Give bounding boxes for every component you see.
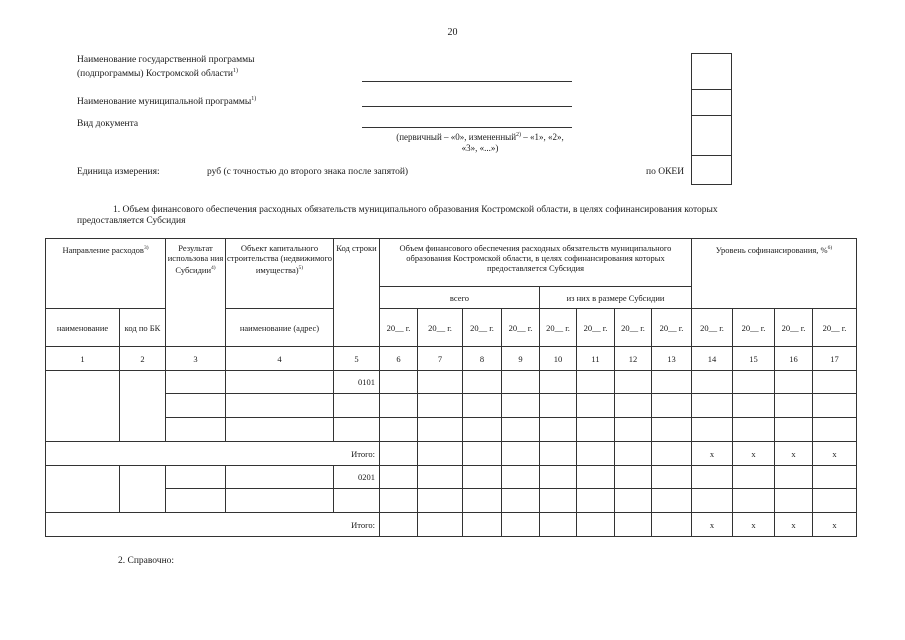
total-label: Итого: <box>46 513 380 537</box>
doc-type-field-line[interactable] <box>362 127 572 128</box>
cell[interactable] <box>226 371 334 394</box>
col-num: 12 <box>615 347 652 371</box>
row-code: 0201 <box>334 466 380 489</box>
table-row <box>46 466 857 489</box>
col-num: 5 <box>334 347 380 371</box>
th-year: 20__ г. <box>775 309 813 347</box>
municipal-footnote: 1) <box>251 96 257 102</box>
th-year: 20__ г. <box>692 309 733 347</box>
th-year: 20__ г. <box>813 309 857 347</box>
financing-table <box>45 238 857 537</box>
table-row <box>46 371 857 394</box>
x-mark: x <box>733 442 775 466</box>
th-volume: Объем финансового обеспечения расходных обязательств муниципального образования Костромской области, в целях софинансирования которых предоставляется Субсидия <box>380 239 692 287</box>
unit-label: Единица измерения: <box>77 167 160 177</box>
th-year: 20__ г. <box>463 309 502 347</box>
okei-cell-3[interactable] <box>692 116 731 156</box>
total-label: Итого: <box>46 442 380 466</box>
col-num: 7 <box>418 347 463 371</box>
col-num: 10 <box>540 347 577 371</box>
col-num: 6 <box>380 347 418 371</box>
x-mark: x <box>775 513 813 537</box>
col-num: 15 <box>733 347 775 371</box>
program-field-line[interactable] <box>362 81 572 82</box>
x-mark: x <box>813 513 857 537</box>
x-mark: x <box>733 513 775 537</box>
column-number-row <box>46 347 857 371</box>
doc-type-label: Вид документа <box>77 119 139 129</box>
cell-direction-name[interactable] <box>46 371 120 442</box>
col-num: 2 <box>120 347 166 371</box>
x-mark: x <box>775 442 813 466</box>
col-num: 1 <box>46 347 120 371</box>
table-row <box>46 418 857 442</box>
cell-kbk[interactable] <box>120 466 166 513</box>
th-year: 20__ г. <box>502 309 540 347</box>
municipal-field-line[interactable] <box>362 106 572 107</box>
x-mark: x <box>813 442 857 466</box>
th-cofin: Уровень софинансирования, %$^{6)}$ <box>692 239 857 309</box>
cell-direction-name[interactable] <box>46 466 120 513</box>
okei-code-box <box>691 53 732 185</box>
th-of-them: из них в размере Субсидии <box>540 287 692 309</box>
total-row <box>46 442 857 466</box>
th-code: Код строки <box>334 239 380 347</box>
program-label-line2: (подпрограммы) Костромской области <box>77 69 233 80</box>
th-year: 20__ г. <box>577 309 615 347</box>
program-label-line1: Наименование государственной программы <box>77 55 255 65</box>
section2-title: 2. Справочно: <box>118 556 175 566</box>
program-label <box>77 55 255 80</box>
col-num: 4 <box>226 347 334 371</box>
program-footnote: 1) <box>232 68 238 74</box>
municipal-label-text: Наименование муниципальной программы <box>77 97 252 108</box>
doc-type-hint <box>370 130 590 154</box>
okei-label: по ОКЕИ <box>646 167 685 177</box>
col-num: 13 <box>652 347 692 371</box>
col-num: 14 <box>692 347 733 371</box>
section1-line2: предоставляется Субсидия <box>77 216 186 226</box>
col-num: 17 <box>813 347 857 371</box>
total-row <box>46 513 857 537</box>
doc-type-hint-a: (первичный – «0», измененный <box>396 132 517 142</box>
th-year: 20__ г. <box>652 309 692 347</box>
cell-kbk[interactable] <box>120 371 166 442</box>
doc-type-hint-b: – «1», «2», <box>521 132 564 142</box>
th-object-name: наименование (адрес) <box>226 309 334 347</box>
okei-cell-1[interactable] <box>692 54 731 90</box>
th-year: 20__ г. <box>418 309 463 347</box>
cell[interactable] <box>166 371 226 394</box>
table-row <box>46 394 857 418</box>
th-year: 20__ г. <box>380 309 418 347</box>
th-year: 20__ г. <box>540 309 577 347</box>
th-result: Результат использова ния Субсидии$^{4)}$ <box>166 239 226 347</box>
col-num: 11 <box>577 347 615 371</box>
col-num: 3 <box>166 347 226 371</box>
doc-type-hint-c: «3», «...») <box>461 143 499 153</box>
col-num: 9 <box>502 347 540 371</box>
unit-value: руб (с точностью до второго знака после запятой) <box>207 167 409 177</box>
th-year: 20__ г. <box>733 309 775 347</box>
doc-type-footnote: 2) <box>516 132 522 138</box>
x-mark: x <box>692 442 733 466</box>
th-kbk: код по БК <box>120 309 166 347</box>
row-code: 0101 <box>334 371 380 394</box>
okei-cell-2[interactable] <box>692 90 731 116</box>
okei-cell-4[interactable] <box>692 156 731 184</box>
th-direction: Направление расходов$^{3)}$ <box>46 239 166 309</box>
col-num: 8 <box>463 347 502 371</box>
section1-line1: 1. Объем финансового обеспечения расходных обязательств муниципального образования Костромской области, в целях софинансирования которых <box>113 205 718 215</box>
page-number: 20 <box>447 27 458 38</box>
th-object: Объект капитального строительства (недвижимого имущества)$^{5)}$ <box>226 239 334 309</box>
x-mark: x <box>692 513 733 537</box>
th-name: наименование <box>46 309 120 347</box>
th-year: 20__ г. <box>615 309 652 347</box>
municipal-label <box>77 94 256 108</box>
table-row <box>46 489 857 513</box>
th-total: всего <box>380 287 540 309</box>
col-num: 16 <box>775 347 813 371</box>
